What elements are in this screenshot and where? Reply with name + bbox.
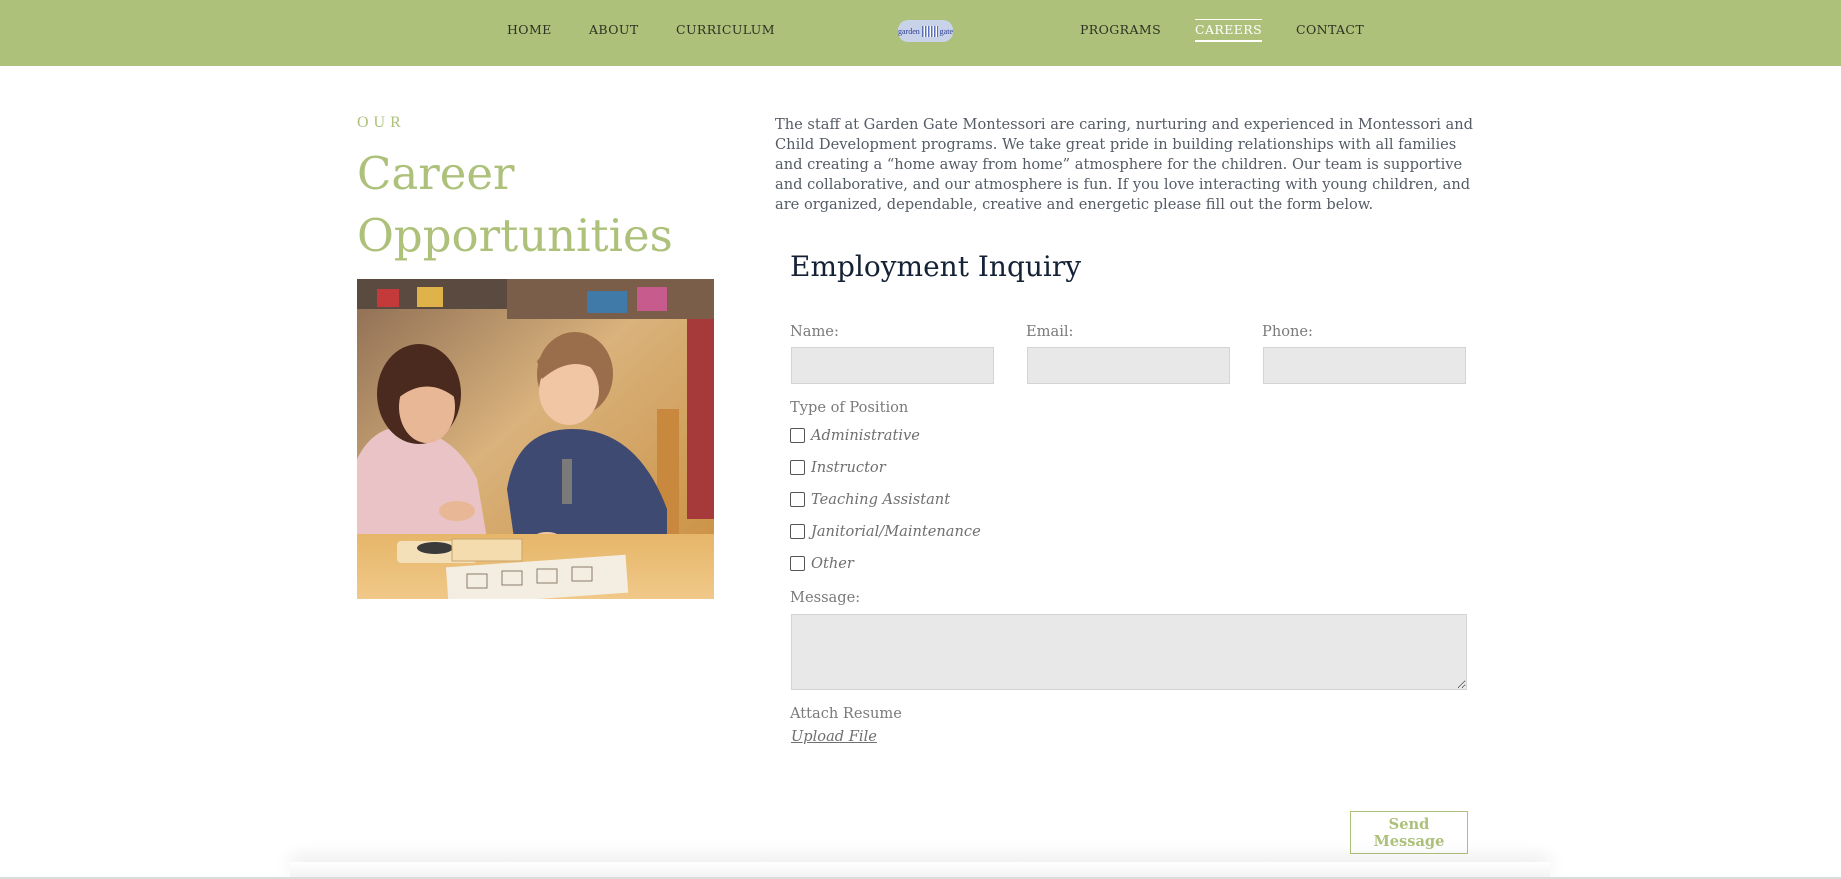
message-textarea[interactable]	[791, 614, 1467, 690]
site-logo[interactable]	[898, 20, 953, 42]
position-option-instructor[interactable]	[790, 456, 886, 478]
top-nav	[0, 0, 1841, 66]
email-label: Email:	[1026, 323, 1074, 340]
nav-link-curriculum[interactable]: CURRICULUM	[676, 22, 775, 37]
position-option-label: Other	[811, 554, 854, 572]
logo-text-left: garden	[898, 26, 920, 36]
form-title: Employment Inquiry	[790, 250, 1082, 283]
position-option-label: Instructor	[811, 458, 886, 476]
administrative-checkbox[interactable]	[790, 428, 805, 443]
page-title: Career Opportunities	[357, 147, 673, 262]
nav-link-about[interactable]: ABOUT	[589, 22, 639, 37]
teacher-child-photo	[357, 279, 714, 599]
position-option-label: Janitorial/Maintenance	[811, 522, 981, 540]
logo-text-right: gate	[939, 26, 953, 36]
name-label: Name:	[790, 323, 839, 340]
instructor-checkbox[interactable]	[790, 460, 805, 475]
position-type-label: Type of Position	[790, 399, 909, 416]
position-option-label: Administrative	[811, 426, 920, 444]
nav-link-home[interactable]: HOME	[507, 22, 552, 37]
position-option-administrative[interactable]	[790, 424, 920, 446]
janitorial-maintenance-checkbox[interactable]	[790, 524, 805, 539]
nav-link-programs[interactable]: PROGRAMS	[1080, 22, 1162, 37]
position-option-label: Teaching Assistant	[811, 490, 951, 508]
position-option-janitorial-maintenance[interactable]	[790, 520, 981, 542]
careers-intro-text: The staff at Garden Gate Montessori are caring, nurturing and experienced in Montessori and Child Development programs. We take great pride in building relationships with all families and creating a “home away from home” atmosphere for the children. Our team is supportive and collaborative, and our atmosphere is fun. If you love interacting with young children, and are organized, dependable, creative and energetic please fill out the form below.	[775, 116, 1473, 213]
position-option-other[interactable]	[790, 552, 854, 574]
upload-file-link[interactable]: Upload File	[791, 728, 877, 745]
attach-resume-label: Attach Resume	[790, 705, 902, 722]
nav-link-contact[interactable]: CONTACT	[1296, 22, 1365, 37]
name-input[interactable]	[791, 347, 994, 384]
email-input[interactable]	[1027, 347, 1230, 384]
message-label: Message:	[790, 589, 861, 606]
position-option-teaching-assistant[interactable]	[790, 488, 950, 510]
other-checkbox[interactable]	[790, 556, 805, 571]
phone-label: Phone:	[1262, 323, 1313, 340]
teaching-assistant-checkbox[interactable]	[790, 492, 805, 507]
section-eyebrow: OUR	[357, 114, 406, 131]
send-message-button[interactable]: Send Message	[1350, 811, 1468, 854]
gate-icon	[922, 26, 938, 37]
nav-link-careers[interactable]: CAREERS	[1195, 20, 1262, 42]
phone-input[interactable]	[1263, 347, 1466, 384]
